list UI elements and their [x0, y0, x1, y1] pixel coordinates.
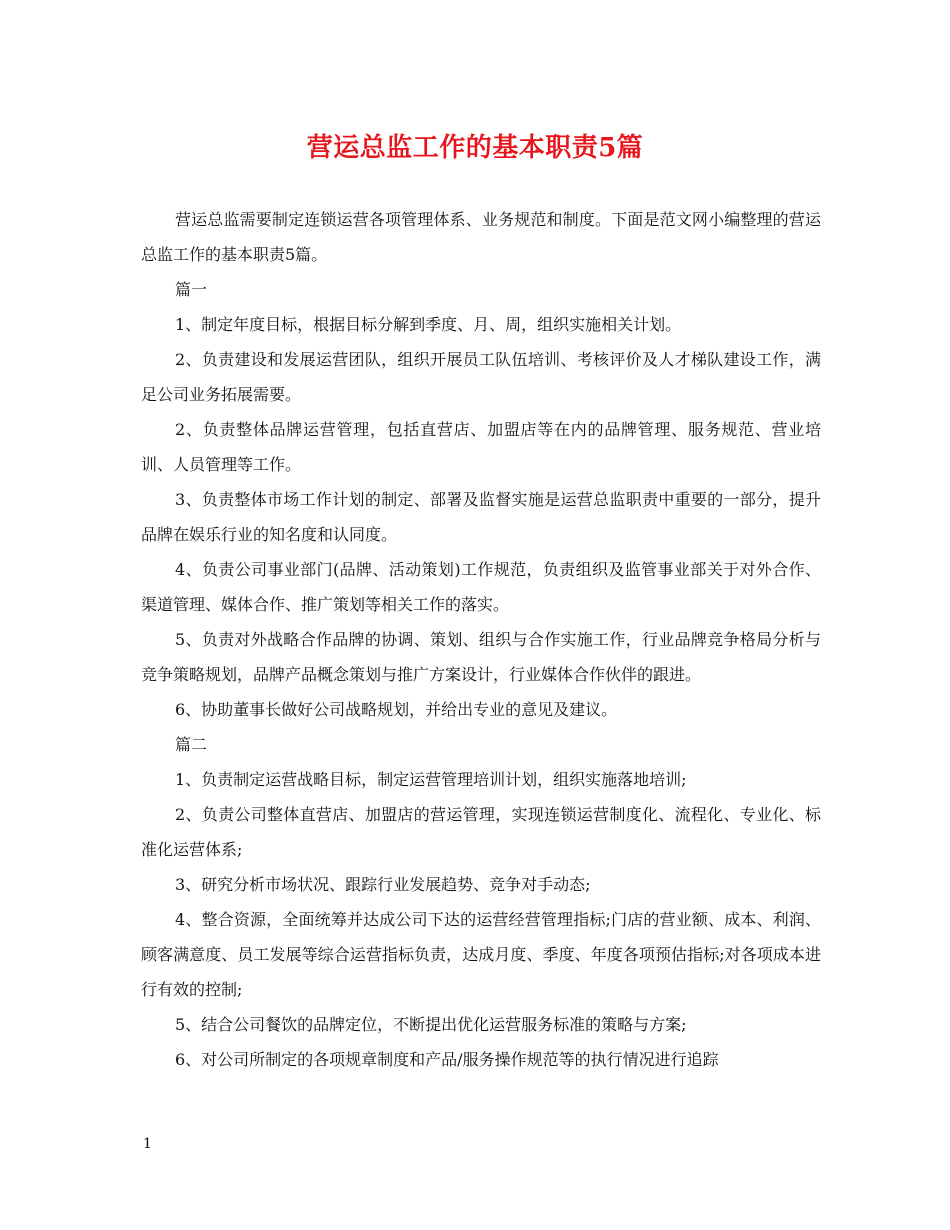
section-heading-2: 篇二	[175, 735, 208, 754]
document-body	[141, 202, 821, 1077]
list-item: 1、制定年度目标，根据目标分解到季度、月、周，组织实施相关计划。	[175, 315, 682, 334]
list-item: 2、负责公司整体直营店、加盟店的营运管理，实现连锁运营制度化、流程化、专业化、标准化运营体系;	[141, 805, 821, 859]
page-number: 1	[143, 1136, 152, 1152]
list-item: 3、研究分析市场状况、跟踪行业发展趋势、竞争对手动态;	[175, 875, 591, 894]
document-title: 营运总监工作的基本职责5篇	[306, 133, 644, 163]
list-item: 5、负责对外战略合作品牌的协调、策划、组织与合作实施工作，行业品牌竞争格局分析与竞争策略规划，品牌产品概念策划与推广方案设计，行业媒体合作伙伴的跟进。	[141, 630, 821, 684]
list-item: 2、负责建设和发展运营团队，组织开展员工队伍培训、考核评价及人才梯队建设工作，满足公司业务拓展需要。	[141, 350, 821, 404]
list-item: 3、负责整体市场工作计划的制定、部署及监督实施是运营总监职责中重要的一部分，提升品牌在娱乐行业的知名度和认同度。	[141, 490, 821, 544]
list-item: 6、协助董事长做好公司战略规划，并给出专业的意见及建议。	[175, 700, 618, 719]
section-heading-1: 篇一	[175, 280, 208, 299]
list-item: 4、整合资源，全面统筹并达成公司下达的运营经营管理指标;门店的营业额、成本、利润、顾客满意度、员工发展等综合运营指标负责，达成月度、季度、年度各项预估指标;对各项成本进行有效的控制;	[141, 910, 821, 999]
list-item: 1、负责制定运营战略目标，制定运营管理培训计划，组织实施落地培训;	[175, 770, 687, 789]
list-item: 6、对公司所制定的各项规章制度和产品/服务操作规范等的执行情况进行追踪	[175, 1050, 719, 1069]
list-item: 4、负责公司事业部门(品牌、活动策划)工作规范，负责组织及监管事业部关于对外合作、渠道管理、媒体合作、推广策划等相关工作的落实。	[141, 560, 821, 614]
intro-paragraph: 营运总监需要制定连锁运营各项管理体系、业务规范和制度。下面是范文网小编整理的营运总监工作的基本职责5篇。	[141, 210, 821, 264]
list-item: 5、结合公司餐饮的品牌定位，不断提出优化运营服务标准的策略与方案;	[175, 1015, 687, 1034]
list-item: 2、负责整体品牌运营管理，包括直营店、加盟店等在内的品牌管理、服务规范、营业培训、人员管理等工作。	[141, 420, 821, 474]
